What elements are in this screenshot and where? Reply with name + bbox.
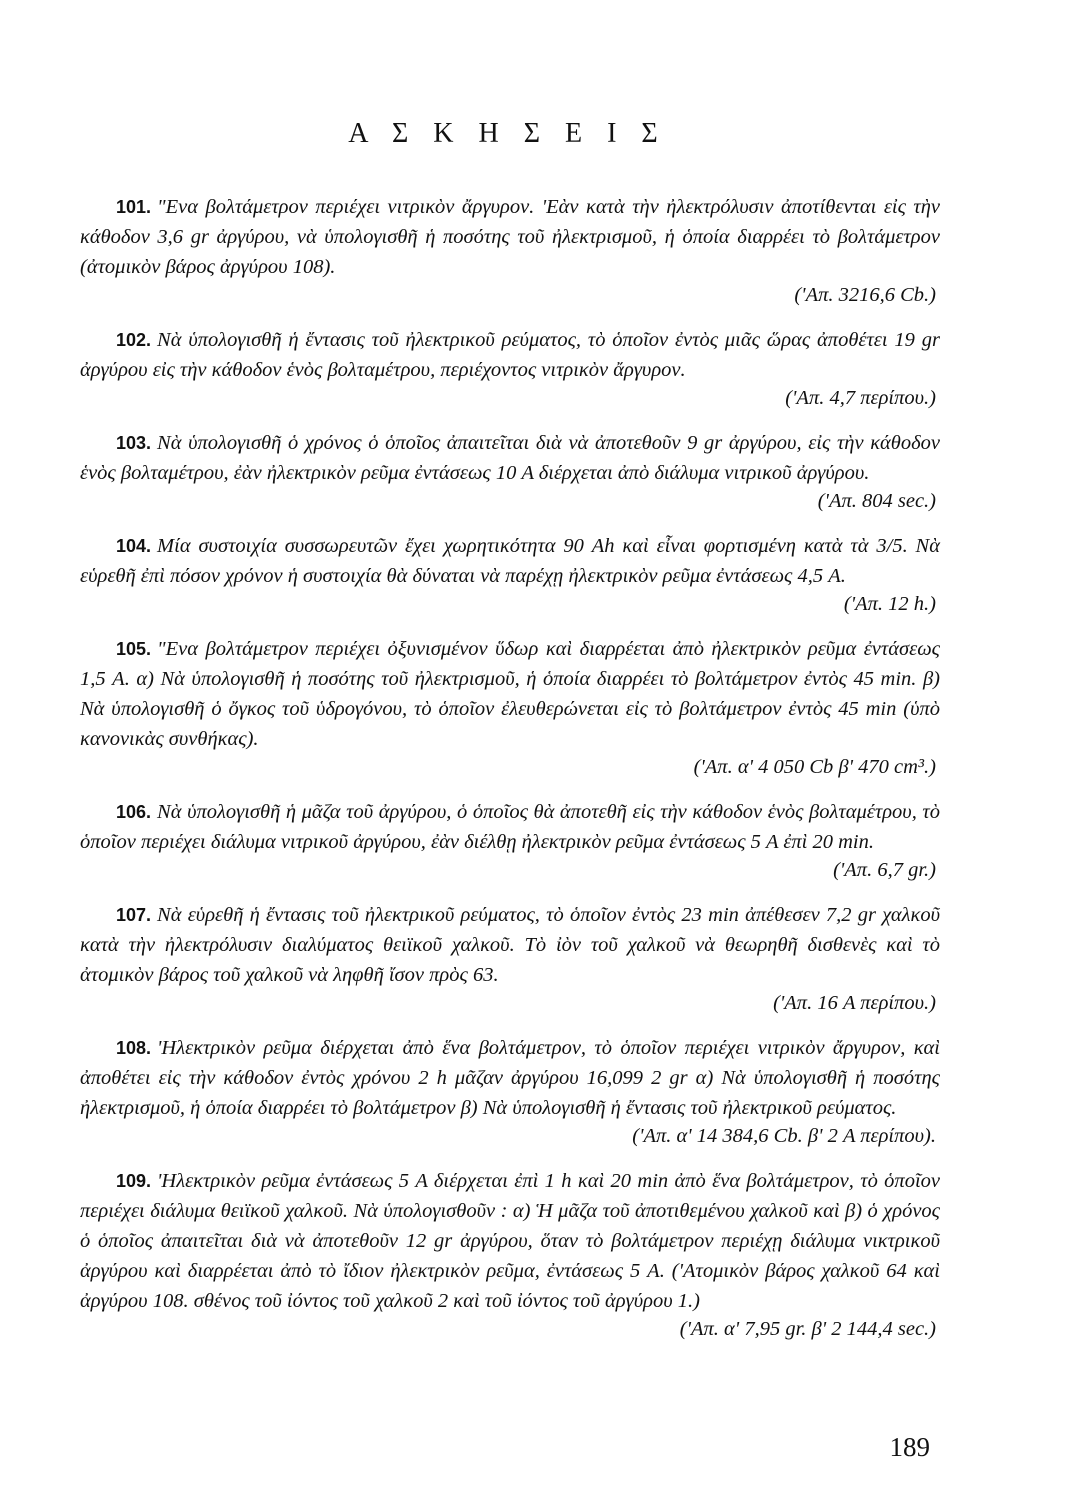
exercise-108 bbox=[80, 1033, 940, 1151]
exercise-number: 103. bbox=[116, 433, 152, 453]
exercise-text: Νὰ εὑρεθῆ ἡ ἔντασις τοῦ ἠλεκτρικοῦ ρεύματος, τὸ ὁποῖον ἐντὸς 23 min ἀπέθεσεν 7,2 gr χαλκοῦ κατὰ τὴν ἠλεκτρόλυσιν διαλύματος θειϊκοῦ χαλκοῦ. Τὸ ἰὸν τοῦ χαλκοῦ νὰ θεωρηθῆ δισθενὲς καὶ τὸ ἀτομικὸν βάρος τοῦ χαλκοῦ νὰ ληφθῆ ἴσον πρὸς 63. bbox=[80, 904, 940, 986]
exercise-list bbox=[80, 192, 940, 1359]
exercise-number: 109. bbox=[116, 1171, 152, 1191]
page-number: 189 bbox=[889, 1432, 930, 1462]
exercise-102 bbox=[80, 325, 940, 413]
exercise-text: "Ενα βολτάμετρον περιέχει ὀξυνισμένον ὕδωρ καὶ διαρρέεται ἀπὸ ἠλεκτρικὸν ρεῦμα ἐντάσεως 1,5 A. α) Νὰ ὑπολογισθῆ ἡ ποσότης τοῦ ἠλεκτρισμοῦ, ἡ ὁποία διαρρέει τὸ βολτάμετρον ἐντὸς 45 min. β) Νὰ ὑπολογισθῆ ὁ ὄγκος τοῦ ὑδρογόνου, τὸ ὁποῖον ἐλευθερώνεται εἰς τὸ βολτάμετρον ἐντὸς 45 min (ὑπὸ κανονικὰς συνθήκας). bbox=[80, 638, 940, 750]
exercise-101 bbox=[80, 192, 940, 310]
exercise-answer: ('Απ. 4,7 περίπου.) bbox=[785, 387, 936, 409]
exercise-103 bbox=[80, 428, 940, 516]
exercise-105 bbox=[80, 634, 940, 782]
exercise-answer: ('Απ. 16 A περίπου.) bbox=[773, 992, 936, 1014]
exercise-number: 101. bbox=[116, 197, 152, 217]
exercise-text: 'Ηλεκτρικὸν ρεῦμα διέρχεται ἀπὸ ἕνα βολτάμετρον, τὸ ὁποῖον περιέχει νιτρικὸν ἄργυρον, καὶ ἀποθέτει εἰς τὴν κάθοδον ἐντὸς χρόνου 2 h μᾶζαν ἀργύρου 16,099 2 gr α) Νὰ ὑπολογισθῆ ἡ ποσότης ἠλεκτρισμοῦ, ἡ ὁποία διαρρέει τὸ βολτάμετρον β) Νὰ ὑπολογισθῆ ἡ ἔντασις τοῦ ἠλεκτρικοῦ ρεύματος. bbox=[80, 1037, 940, 1119]
exercise-text: Νὰ ὑπολογισθῆ ἡ ἔντασις τοῦ ἠλεκτρικοῦ ρεύματος, τὸ ὁποῖον ἐντὸς μιᾶς ὥρας ἀποθέτει 19 gr ἀργύρου εἰς τὴν κάθοδον ἑνὸς βολταμέτρου, περιέχοντος νιτρικὸν ἄργυρον. bbox=[80, 329, 940, 381]
exercise-106 bbox=[80, 797, 940, 885]
exercise-text: Μία συστοιχία συσσωρευτῶν ἔχει χωρητικότητα 90 Ah καὶ εἶναι φορτισμένη κατὰ τὰ 3/5. Νὰ εὑρεθῆ ἐπὶ πόσον χρόνον ἡ συστοιχία θὰ δύναται νὰ παρέχῃ ἠλεκτρικὸν ρεῦμα ἐντάσεως 4,5 A. bbox=[80, 535, 940, 587]
exercise-answer: ('Απ. α' 4 050 Cb β' 470 cm³.) bbox=[693, 756, 936, 778]
exercise-text: Νὰ ὑπολογισθῆ ἡ μᾶζα τοῦ ἀργύρου, ὁ ὁποῖος θὰ ἀποτεθῆ εἰς τὴν κάθοδον ἑνὸς βολταμέτρου, τὸ ὁποῖον περιέχει διάλυμα νιτρικοῦ ἀργύρου, ἐὰν διέλθῃ ἠλεκτρικὸν ρεῦμα ἐντάσεως 5 A ἐπὶ 20 min. bbox=[80, 801, 940, 853]
exercise-answer: ('Απ. 6,7 gr.) bbox=[833, 859, 936, 881]
page-title: Α Σ Κ Η Σ Ε Ι Σ bbox=[348, 118, 667, 149]
exercise-answer: ('Απ. α' 14 384,6 Cb. β' 2 A περίπου). bbox=[632, 1125, 936, 1147]
exercise-number: 104. bbox=[116, 536, 152, 556]
exercise-number: 107. bbox=[116, 905, 152, 925]
exercise-text: Νὰ ὑπολογισθῆ ὁ χρόνος ὁ ὁποῖος ἀπαιτεῖται διὰ νὰ ἀποτεθοῦν 9 gr ἀργύρου, εἰς τὴν κάθοδον ἑνὸς βολταμέτρου, ἐὰν ἠλεκτρικὸν ρεῦμα ἐντάσεως 10 A διέρχεται ἀπὸ διάλυμα νιτρικοῦ ἀργύρου. bbox=[80, 432, 940, 484]
exercise-answer: ('Απ. 804 sec.) bbox=[817, 490, 936, 512]
exercise-text: 'Ηλεκτρικὸν ρεῦμα ἐντάσεως 5 A διέρχεται ἐπὶ 1 h καὶ 20 min ἀπὸ ἕνα βολτάμετρον, τὸ ὁποῖον περιέχει διάλυμα θειϊκοῦ χαλκοῦ. Νὰ ὑπολογισθοῦν : α) Ἡ μᾶζα τοῦ ἀποτιθεμένου χαλκοῦ καὶ β) ὁ χρόνος ὁ ὁποῖος ἀπαιτεῖται διὰ νὰ ἀποτεθοῦν 12 gr ἀργύρου, ὅταν τὸ βολτάμετρον περιέχῃ διάλυμα νικτρικοῦ ἀργύρου καὶ διαρρέεται ἀπὸ τὸ ἴδιον ἠλεκτρικὸν ρεῦμα, ἐντάσεως 5 A. ('Ατομικὸν βάρος χαλκοῦ 64 καὶ ἀργύρου 108. σθένος τοῦ ἰόντος τοῦ χαλκοῦ 2 καὶ τοῦ ἰόντος τοῦ ἀργύρου 1.) bbox=[80, 1170, 940, 1312]
exercise-answer: ('Απ. 3216,6 Cb.) bbox=[794, 284, 936, 306]
exercise-104 bbox=[80, 531, 940, 619]
exercise-answer: ('Απ. 12 h.) bbox=[843, 593, 936, 615]
exercise-answer: ('Απ. α' 7,95 gr. β' 2 144,4 sec.) bbox=[679, 1318, 936, 1340]
exercise-109 bbox=[80, 1166, 940, 1344]
exercise-number: 106. bbox=[116, 802, 152, 822]
exercise-107 bbox=[80, 900, 940, 1018]
exercise-number: 102. bbox=[116, 330, 152, 350]
exercise-text: "Ενα βολτάμετρον περιέχει νιτρικὸν ἄργυρον. 'Εὰν κατὰ τὴν ἠλεκτρόλυσιν ἀποτίθενται εἰς τὴν κάθοδον 3,6 gr ἀργύρου, νὰ ὑπολογισθῆ ἡ ποσότης τοῦ ἠλεκτρισμοῦ, ἡ ὁποία διαρρέει τὸ βολτάμετρον (ἀτομικὸν βάρος ἀργύρου 108). bbox=[80, 196, 940, 278]
exercise-number: 105. bbox=[116, 639, 152, 659]
exercise-number: 108. bbox=[116, 1038, 152, 1058]
